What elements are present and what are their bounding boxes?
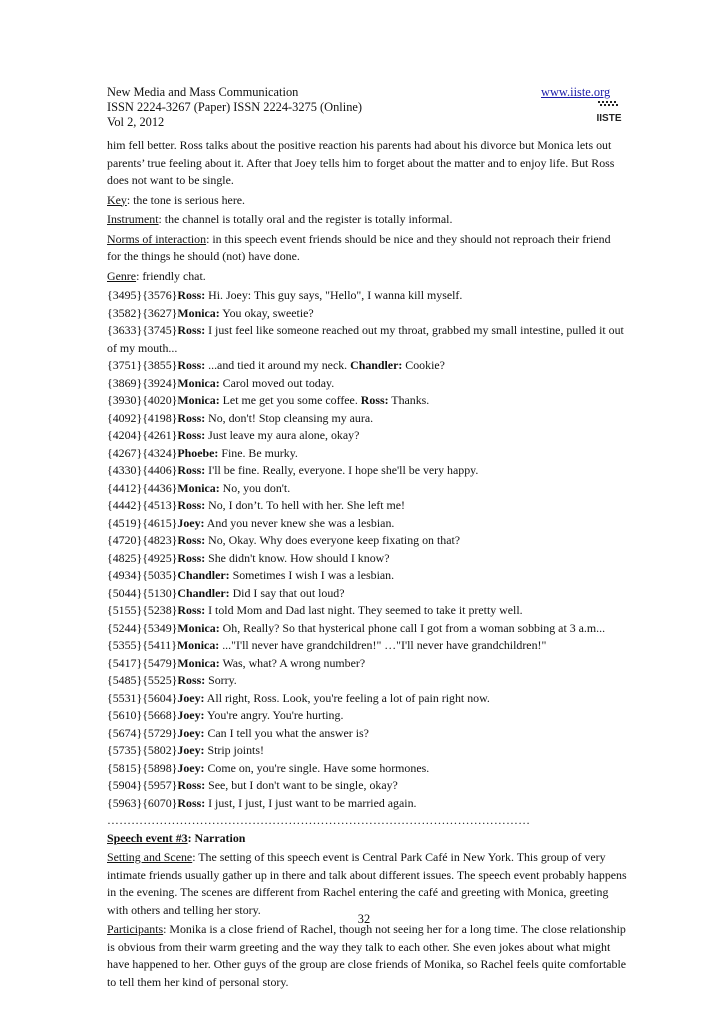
speaker-name: Joey: (177, 515, 205, 530)
speaker-name: Ross: (177, 323, 206, 337)
speaker-name: Chandler: (177, 585, 230, 600)
utterance-text: Thanks. (388, 393, 430, 407)
utterance-text: Just leave my aura alone, okay? (205, 428, 360, 442)
speaker-name: Monica: (177, 375, 220, 390)
transcript-line (107, 375, 627, 393)
speaker-name: Ross: (177, 533, 206, 547)
transcript-line (107, 707, 627, 725)
timecode: {4442}{4513} (107, 498, 178, 512)
utterance-text: I just feel like someone reached out my throat, grabbed my small intestine, pulled it out of my mouth... (107, 323, 624, 355)
transcript-line (107, 620, 627, 638)
timecode: {5963}{6070} (107, 795, 178, 810)
transcript-line (107, 480, 627, 498)
speech-event-heading (107, 830, 627, 848)
timecode: {3869}{3924} (107, 375, 178, 390)
speech-event-label: Speech event #3 (107, 830, 188, 845)
transcript-line (107, 445, 627, 463)
participants-text: : Monika is a close friend of Rachel, though not seeing her for a long time. The close relationship is obvious from their warm greeting and the way they talk to each other. She even jokes about what might have happened to her. Other guys of the group are close friends of Monika, so Rachel feels quite comfortable to tell them her kind of personal story. (107, 922, 627, 989)
speaker-name: Ross: (177, 778, 206, 792)
norms-text: : in this speech event friends should be nice and they should not reproach their friend for the things he should (not) have done. (107, 231, 611, 263)
separator-dots: …………………………………………………………………………………………… (107, 813, 531, 827)
timecode: {3633}{3745} (107, 323, 178, 337)
speaker-name: Ross: (177, 603, 206, 617)
utterance-text: Cookie? (402, 358, 445, 372)
timecode: {3582}{3627} (107, 305, 178, 320)
speaker-name: Joey: (177, 760, 205, 775)
speaker-name: Ross: (177, 428, 206, 442)
timecode: {5674}{5729} (107, 725, 178, 740)
utterance-text: I told Mom and Dad last night. They seemed to take it pretty well. (205, 603, 523, 617)
utterance-text: Fine. Be murky. (218, 445, 298, 460)
transcript-line (107, 725, 627, 743)
utterance-text: Did I say that out loud? (229, 585, 345, 600)
utterance-text: No, don't! Stop cleansing my aura. (205, 410, 374, 425)
participants-label: Participants (107, 922, 164, 936)
timecode: {5815}{5898} (107, 760, 178, 775)
speaker-name: Chandler: (350, 358, 403, 372)
transcript-line (107, 742, 627, 760)
transcript-line (107, 760, 627, 778)
utterance-text: Can I tell you what the answer is? (204, 725, 369, 740)
norms-paragraph (107, 231, 627, 266)
speaker-name: Ross: (360, 393, 389, 407)
transcript-line (107, 672, 627, 690)
speaker-name: Monica: (177, 393, 220, 407)
timecode: {4720}{4823} (107, 533, 178, 547)
transcript-line (107, 287, 627, 305)
timecode: {3495}{3576} (107, 288, 178, 302)
transcript-line (107, 427, 627, 445)
timecode: {4204}{4261} (107, 428, 178, 442)
timecode: {4412}{4436} (107, 480, 178, 495)
transcript-line (107, 515, 627, 533)
transcript-line (107, 410, 627, 428)
page-number: 32 (357, 912, 371, 926)
utterance-text: You're angry. You're hurting. (204, 708, 344, 722)
utterance-text: I just, I just, I just want to be married again. (205, 795, 417, 810)
utterance-text: ..."I'll never have grandchildren!" …"I'll never have grandchildren!" (219, 638, 547, 652)
timecode: {5417}{5479} (107, 655, 178, 670)
transcript-line (107, 655, 627, 673)
speaker-name: Monica: (177, 620, 220, 635)
speaker-name: Phoebe: (177, 445, 219, 460)
utterance-text: Sorry. (205, 673, 237, 687)
transcript-line (107, 567, 627, 585)
timecode: {3930}{4020} (107, 393, 178, 407)
timecode: {4092}{4198} (107, 410, 178, 425)
key-text: : the tone is serious here. (126, 192, 246, 207)
speaker-name: Joey: (177, 708, 205, 722)
norms-label: Norms of interaction (107, 231, 207, 246)
utterance-text: Carol moved out today. (219, 375, 335, 390)
speaker-name: Ross: (177, 463, 206, 477)
transcript-line (107, 357, 627, 375)
speaker-name: Monica: (177, 655, 220, 670)
timecode: {4825}{4925} (107, 550, 178, 565)
timecode: {4519}{4615} (107, 515, 178, 530)
utterance-text: All right, Ross. Look, you're feeling a lot of pain right now. (204, 690, 490, 705)
setting-paragraph (107, 849, 627, 919)
transcript-line (107, 777, 627, 795)
instrument-paragraph (107, 211, 627, 229)
transcript (107, 287, 627, 812)
speaker-name: Ross: (177, 550, 206, 565)
instrument-label: Instrument (107, 212, 159, 226)
utterance-text: Strip joints! (204, 743, 264, 757)
speaker-name: Monica: (177, 480, 220, 495)
utterance-text: She didn't know. How should I know? (205, 550, 390, 565)
intro-paragraph: him fell better. Ross talks about the positive reaction his parents had about his divorce but Monica lets out parents’ true feeling about it. After that Joey tells him to forget about the matter and to enjoy life. But Ross does not want to be single. (107, 138, 615, 187)
speech-event-type: : Narration (187, 830, 246, 845)
utterance-text: Hi. Joey: This guy says, "Hello", I wanna kill myself. (205, 288, 463, 302)
volume-line: Vol 2, 2012 (107, 115, 165, 129)
speaker-name: Joey: (177, 725, 205, 740)
logo-lettering: IISTE (596, 113, 622, 124)
genre-label: Genre (107, 268, 137, 283)
instrument-text: : the channel is totally oral and the register is totally informal. (158, 212, 453, 226)
participants-paragraph (107, 921, 627, 991)
transcript-line (107, 690, 627, 708)
speaker-name: Ross: (177, 498, 206, 512)
utterance-text: ...and tied it around my neck. (205, 358, 351, 372)
transcript-line (107, 585, 627, 603)
transcript-line (107, 305, 627, 323)
speaker-name: Ross: (177, 795, 206, 810)
timecode: {4330}{4406} (107, 463, 178, 477)
timecode: {5531}{5604} (107, 690, 178, 705)
speaker-name: Ross: (177, 288, 206, 302)
speaker-name: Chandler: (177, 568, 230, 582)
issn-line: ISSN 2224-3267 (Paper) ISSN 2224-3275 (Online) (107, 100, 363, 114)
timecode: {5735}{5802} (107, 743, 178, 757)
utterance-text: No, I don’t. To hell with her. She left me! (205, 498, 406, 512)
genre-paragraph (107, 268, 627, 286)
page-body (107, 137, 627, 993)
timecode: {5355}{5411} (107, 638, 177, 652)
journal-title: New Media and Mass Communication (107, 85, 299, 99)
setting-text: : The setting of this speech event is Central Park Café in New York. This group of very intimate friends usually gather up in there and talk about different issues. The speech event probably happens in the evening. The scenes are different from Rachel entering the café and greeting with Monica, greeting with others and telling her story. (107, 850, 627, 917)
speaker-name: Ross: (177, 673, 206, 687)
speaker-name: Joey: (177, 690, 205, 705)
speaker-name: Monica: (177, 305, 220, 320)
timecode: {5044}{5130} (107, 585, 178, 600)
transcript-line (107, 602, 627, 620)
key-label: Key (107, 192, 127, 207)
utterance-text: Let me get you some coffee. (219, 393, 361, 407)
utterance-text: I'll be fine. Really, everyone. I hope she'll be very happy. (205, 463, 479, 477)
utterance-text: Come on, you're single. Have some hormones. (204, 760, 430, 775)
transcript-line (107, 392, 627, 410)
transcript-line (107, 497, 627, 515)
timecode: {5244}{5349} (107, 620, 178, 635)
timecode: {4267}{4324} (107, 445, 178, 460)
iiste-logo (594, 100, 624, 124)
key-paragraph (107, 192, 627, 210)
timecode: {5610}{5668} (107, 708, 178, 722)
transcript-line (107, 532, 627, 550)
utterance-text: No, Okay. Why does everyone keep fixating on that? (205, 533, 461, 547)
transcript-line (107, 462, 627, 480)
utterance-text: Oh, Really? So that hysterical phone call I got from a woman sobbing at 3 a.m... (219, 620, 606, 635)
utterance-text: And you never knew she was a lesbian. (204, 515, 395, 530)
timecode: {3751}{3855} (107, 358, 178, 372)
speaker-name: Joey: (177, 743, 205, 757)
transcript-line (107, 550, 627, 568)
transcript-line (107, 637, 627, 655)
utterance-text: Was, what? A wrong number? (219, 655, 366, 670)
setting-label: Setting and Scene (107, 850, 193, 864)
timecode: {5904}{5957} (107, 778, 178, 792)
utterance-text: No, you don't. (219, 480, 291, 495)
timecode: {5485}{5525} (107, 673, 178, 687)
journal-url-link[interactable]: www.iiste.org (541, 85, 611, 99)
speaker-name: Ross: (177, 358, 206, 372)
speaker-name: Ross: (177, 410, 206, 425)
utterance-text: Sometimes I wish I was a lesbian. (229, 568, 395, 582)
transcript-line (107, 795, 627, 813)
transcript-line (107, 322, 627, 357)
timecode: {5155}{5238} (107, 603, 178, 617)
utterance-text: You okay, sweetie? (219, 305, 314, 320)
speaker-name: Monica: (176, 638, 220, 652)
genre-text: : friendly chat. (136, 268, 206, 283)
timecode: {4934}{5035} (107, 568, 178, 582)
utterance-text: See, but I don't want to be single, okay? (205, 778, 398, 792)
